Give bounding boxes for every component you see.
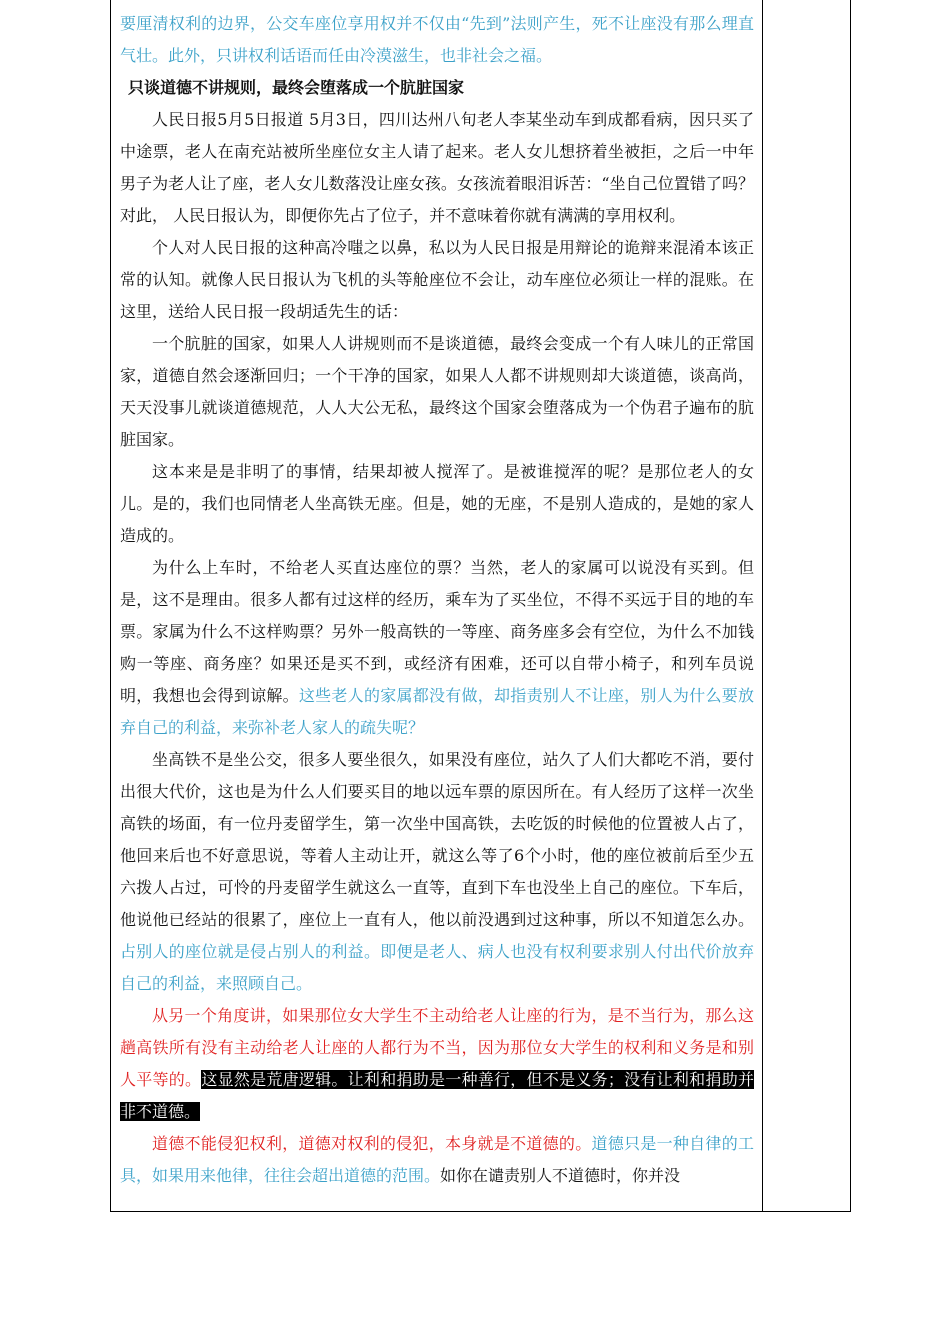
paragraph-argument	[120, 1000, 754, 1128]
conclusion-text: 如你在谴责别人不道德时，你并没	[440, 1166, 681, 1185]
argument-text: 从另一个角度讲，如果那位女大学生不主动给老人让座的行为，是不当行为，那么这趟高铁所有没有主动给老人让座的人都行为不当，因为那位女大学生的权利和义务是和别人平等的。	[120, 1006, 754, 1089]
story-text: 坐高铁不是坐公交，很多人要坐很久，如果没有座位，站久了人们大都吃不消，要付出很大代价，这也是为什么人们要买目的地以远车票的原因所在。有人经历了这样一次坐高铁的场面，有一位丹麦留学生，第一次坐中国高铁，去吃饭的时候他的位置被人占了，他回来后也不好意思说，等着人主动让开，就这么等了6个小时，他的座位被前后至少五六拨人占过，可怜的丹麦留学生就这么一直等，直到下车也没坐上自己的座位。下车后，他说他已经站的很累了，座位上一直有人，他以前没遇到过这种事，所以不知道怎么办。	[120, 750, 754, 929]
table-column-divider	[762, 0, 763, 1212]
story-highlight: 占别人的座位就是侵占别人的利益。即便是老人、病人也没有权利要求别人付出代价放弃自己的利益，来照顾自己。	[120, 942, 754, 993]
article-body	[120, 8, 754, 1192]
argument-highlight: 这显然是荒唐逻辑。让利和捐助是一种善行，但不是义务；没有让利和捐助并非不道德。	[120, 1070, 754, 1121]
paragraph-report: 人民日报5月5日报道 5月3日，四川达州八旬老人李某坐动车到成都看病，因只买了中途票，老人在南充站被所坐座位女主人请了起来。老人女儿想挤着坐被拒，之后一中年男子为老人让了座，老人女儿数落没让座女孩。女孩流着眼泪诉苦：“坐自己位置错了吗？对此， 人民日报认为，即便你先占了位子，并不意味着你就有满满的享用权利。	[120, 110, 754, 225]
tickets-text: 为什么上车时，不给老人买直达座位的票？当然，老人的家属可以说没有买到。但是，这不是理由。很多人都有过这样的经历，乘车为了买坐位，不得不买远于目的地的车票。家属为什么不这样购票？另外一般高铁的一等座、商务座多会有空位，为什么不加钱购一等座、商务座？如果还是买不到，或经济有困难，还可以自带小椅子，和列车员说明，我想也会得到谅解。	[120, 558, 754, 705]
conclusion-red: 道德不能侵犯权利，道德对权利的侵犯，本身就是不道德的。	[152, 1134, 592, 1153]
paragraph-quote: 一个肮脏的国家，如果人人讲规则而不是谈道德，最终会变成一个有人味儿的正常国家，道德自然会逐渐回归；一个干净的国家，如果人人都不讲规则却大谈道德，谈高尚，天天没事儿就谈道德规范，人人大公无私，最终这个国家会堕落成为一个伪君子遍布的肮脏国家。	[120, 334, 754, 449]
paragraph-story	[120, 744, 754, 1000]
paragraph-analysis: 这本来是是非明了的事情，结果却被人搅浑了。是被谁搅浑的呢？是那位老人的女儿。是的，我们也同情老人坐高铁无座。但是，她的无座，不是别人造成的，是她的家人造成的。	[120, 462, 754, 545]
paragraph-tickets	[120, 552, 754, 744]
conclusion-blue: 道德只是一种自律的工具，如果用来他律，往往会超出道德的范围。	[120, 1134, 754, 1185]
tickets-highlight: 这些老人的家属都没有做，却指责别人不让座，别人为什么要放弃自己的利益，来弥补老人家人的疏失呢？	[120, 686, 754, 737]
section-heading: 只谈道德不讲规则，最终会堕落成一个肮脏国家	[128, 78, 465, 97]
paragraph-opinion: 个人对人民日报的这种高冷嗤之以鼻，私以为人民日报是用辩论的诡辩来混淆本该正常的认知。就像人民日报认为飞机的头等舱座位不会让，动车座位必须让一样的混账。在这里，送给人民日报一段胡适先生的话：	[120, 238, 754, 321]
paragraph-intro: 要厘清权利的边界，公交车座位享用权并不仅由“先到”法则产生，死不让座没有那么理直气壮。此外，只讲权利话语而任由冷漠滋生，也非社会之福。	[120, 14, 754, 65]
paragraph-conclusion	[120, 1128, 754, 1192]
